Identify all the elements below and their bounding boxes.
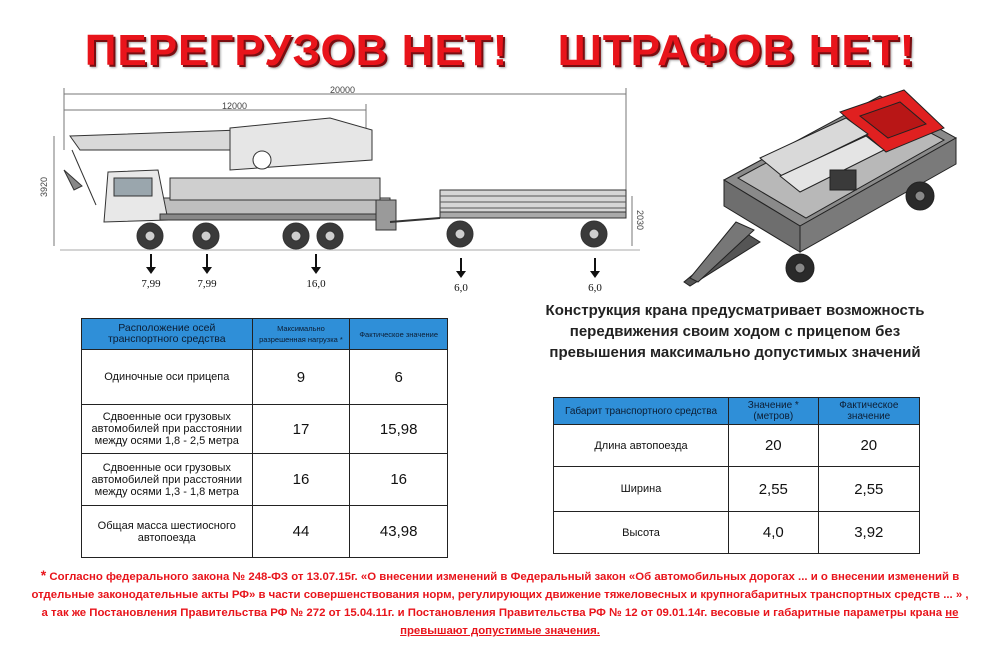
table-row — [554, 425, 920, 467]
table-header: Фактическое значение — [350, 319, 448, 350]
axle-load-4: 6,0 — [446, 258, 476, 294]
dim-height-truck: 3920 — [39, 176, 50, 198]
table-row — [554, 512, 920, 554]
row-label: Одиночные оси прицепа — [82, 350, 253, 405]
table-row — [82, 350, 448, 405]
table-header: Расположение осей транспортного средства — [82, 319, 253, 350]
row-actual: 6 — [350, 350, 448, 405]
row-actual: 43,98 — [350, 506, 448, 558]
row-label: Ширина — [554, 467, 729, 512]
table-row — [554, 467, 920, 512]
dim-height-trailer: 2030 — [635, 209, 646, 231]
row-max: 44 — [252, 506, 350, 558]
row-actual: 3,92 — [818, 512, 919, 554]
dim-total-length: 20000 — [330, 85, 356, 95]
row-max: 2,55 — [729, 467, 819, 512]
table-header: Значение * (метров) — [729, 398, 819, 425]
axle-load-5: 6,0 — [580, 258, 610, 294]
table-header: Фактическое значение — [818, 398, 919, 425]
axle-load-3: 16,0 — [301, 254, 331, 290]
table-header-row — [82, 319, 448, 350]
footnote-underlined: не превышают допустимые значения. — [400, 607, 959, 637]
row-label: Сдвоенные оси грузовых автомобилей при расстоянии между осями 1,3 - 1,8 метра — [82, 454, 253, 506]
table-row — [82, 405, 448, 454]
row-label: Общая масса шестиосного автопоезда — [82, 506, 253, 558]
trailer-side-view — [440, 190, 626, 247]
footnote-text: Согласно федерального закона № 248-ФЗ от 13.07.15г. «О внесении изменений в Федеральный закон «Об автомобильных дорогах ... и о внесении изменений в отдельные законодательные акты РФ» в части совершенствования норм, регулирующих движение тяжеловесных и крупногабаритных транспортных средств ... » , а так же Постановления Правительства РФ № 272 от 15.04.11г. и Постановления Правительства РФ № 12 от 09.01.14г. весовые и габаритные параметры крана — [31, 571, 969, 619]
row-label: Длина автопоезда — [554, 425, 729, 467]
headline-part2: ШТРАФОВ НЕТ! — [557, 26, 916, 75]
footnote-star: * — [40, 567, 47, 583]
dim-truck-length: 12000 — [222, 101, 248, 111]
row-max: 20 — [729, 425, 819, 467]
row-actual: 2,55 — [818, 467, 919, 512]
row-max: 16 — [252, 454, 350, 506]
axle-load-1: 7,99 — [136, 254, 166, 290]
row-actual: 16 — [350, 454, 448, 506]
table-header-row — [554, 398, 920, 425]
table-row — [82, 506, 448, 558]
row-label: Сдвоенные оси грузовых автомобилей при расстоянии между осями 1,8 - 2,5 метра — [82, 405, 253, 454]
axle-load-table — [81, 318, 448, 558]
table-row — [82, 454, 448, 506]
row-actual: 20 — [818, 425, 919, 467]
table-header: Максимально разрешенная нагрузка * — [252, 319, 350, 350]
row-max: 17 — [252, 405, 350, 454]
row-actual: 15,98 — [350, 405, 448, 454]
caption: Конструкция крана предусматривает возможность передвижения своим ходом с прицепом без превышения максимально допустимых значений — [545, 302, 925, 361]
row-max: 4,0 — [729, 512, 819, 554]
crane-truck — [64, 118, 396, 249]
row-max: 9 — [252, 350, 350, 405]
axle-load-2: 7,99 — [192, 254, 222, 290]
footnote — [30, 566, 970, 640]
trailer-3d-render — [684, 90, 956, 286]
dimensions-table — [553, 397, 920, 554]
row-label: Высота — [554, 512, 729, 554]
table-header: Габарит транспортного средства — [554, 398, 729, 425]
headline-part1: ПЕРЕГРУЗОВ НЕТ! — [84, 26, 509, 75]
